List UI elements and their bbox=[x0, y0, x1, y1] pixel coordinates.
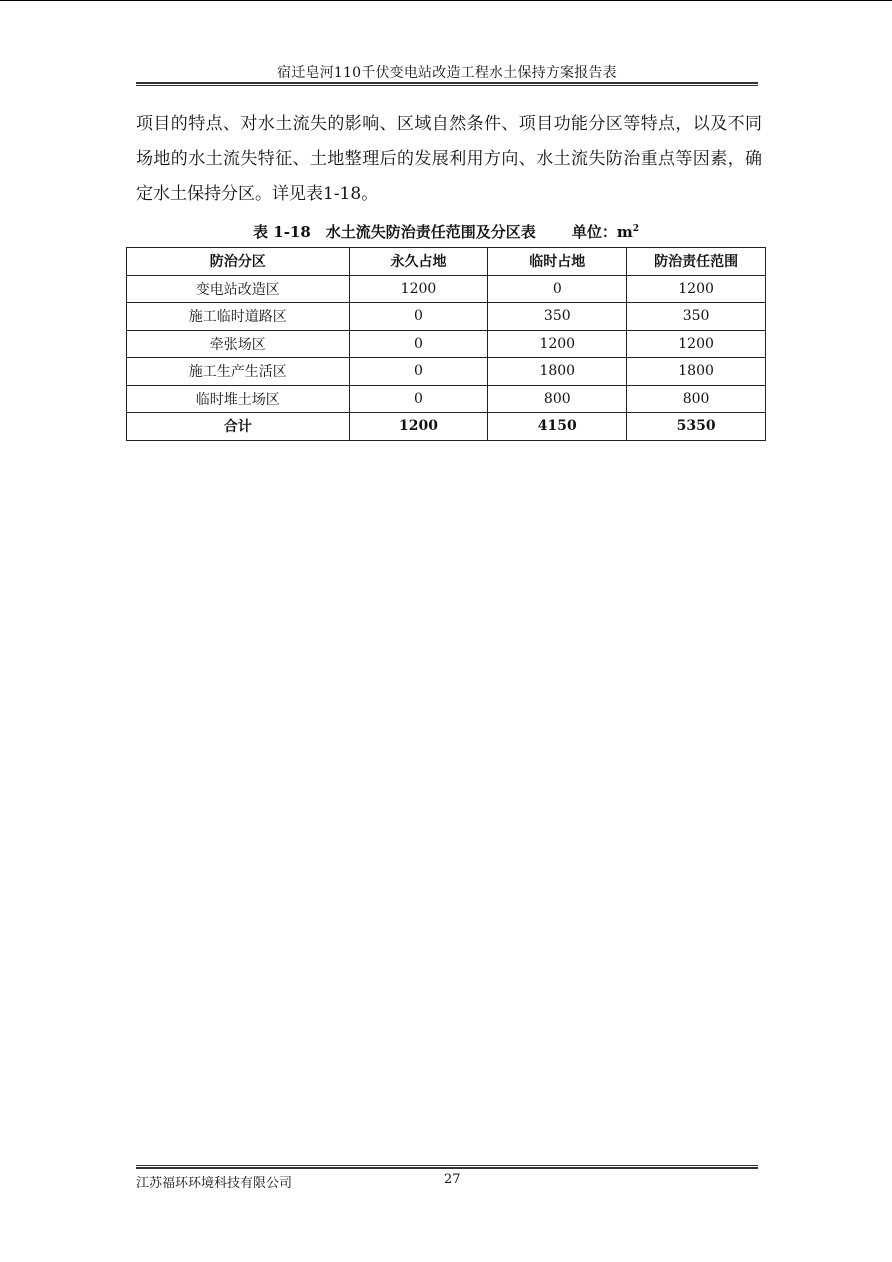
running-header: 宿迁皂河110千伏变电站改造工程水土保持方案报告表 bbox=[277, 65, 617, 81]
header-rule bbox=[136, 82, 758, 86]
footer-rule bbox=[136, 1165, 758, 1169]
table-cell: 4150 bbox=[488, 413, 627, 441]
table-caption bbox=[126, 221, 766, 242]
table-cell: 1800 bbox=[627, 358, 766, 386]
table-header-row bbox=[127, 248, 766, 276]
table-cell: 0 bbox=[349, 303, 488, 331]
table-cell: 1200 bbox=[627, 330, 766, 358]
table-row bbox=[127, 275, 766, 303]
body-paragraph: 项目的特点、对水土流失的影响、区域自然条件、项目功能分区等特点，以及不同场地的水土流失特征、土地整理后的发展利用方向、水土流失防治重点等因素，确定水土保持分区。详见表1-18。 bbox=[136, 114, 762, 204]
table-caption-unit: 单位：$m^2$ bbox=[571, 223, 639, 241]
table-cell: 350 bbox=[488, 303, 627, 331]
table-cell: 5350 bbox=[627, 413, 766, 441]
table-row bbox=[127, 358, 766, 386]
table-cell: 牵张场区 bbox=[127, 330, 350, 358]
table-cell: 施工生产生活区 bbox=[127, 358, 350, 386]
table-cell: 合计 bbox=[127, 413, 350, 441]
table-cell: 350 bbox=[627, 303, 766, 331]
footer-company: 江苏福环环境科技有限公司 bbox=[136, 1176, 293, 1191]
table-cell: 变电站改造区 bbox=[127, 275, 350, 303]
page-number: 27 bbox=[444, 1172, 461, 1187]
table-cell: 1200 bbox=[349, 275, 488, 303]
table-row bbox=[127, 385, 766, 413]
table-cell: 0 bbox=[349, 330, 488, 358]
table-cell: 0 bbox=[349, 385, 488, 413]
column-header: 防治责任范围 bbox=[627, 248, 766, 276]
table-row bbox=[127, 303, 766, 331]
column-header: 永久占地 bbox=[349, 248, 488, 276]
table-cell: 800 bbox=[488, 385, 627, 413]
table-caption-title: 表 1-18 水土流失防治责任范围及分区表 bbox=[253, 223, 536, 241]
table-cell: 1200 bbox=[627, 275, 766, 303]
table-cell: 1200 bbox=[349, 413, 488, 441]
table-cell: 施工临时道路区 bbox=[127, 303, 350, 331]
responsibility-table bbox=[126, 247, 766, 441]
page-top-edge bbox=[0, 0, 892, 1]
table-cell: 1800 bbox=[488, 358, 627, 386]
table-cell: 0 bbox=[349, 358, 488, 386]
table-row bbox=[127, 330, 766, 358]
table-cell: 1200 bbox=[488, 330, 627, 358]
column-header: 防治分区 bbox=[127, 248, 350, 276]
table-cell: 临时堆土场区 bbox=[127, 385, 350, 413]
table-cell: 0 bbox=[488, 275, 627, 303]
table-total-row bbox=[127, 413, 766, 441]
column-header: 临时占地 bbox=[488, 248, 627, 276]
table-cell: 800 bbox=[627, 385, 766, 413]
